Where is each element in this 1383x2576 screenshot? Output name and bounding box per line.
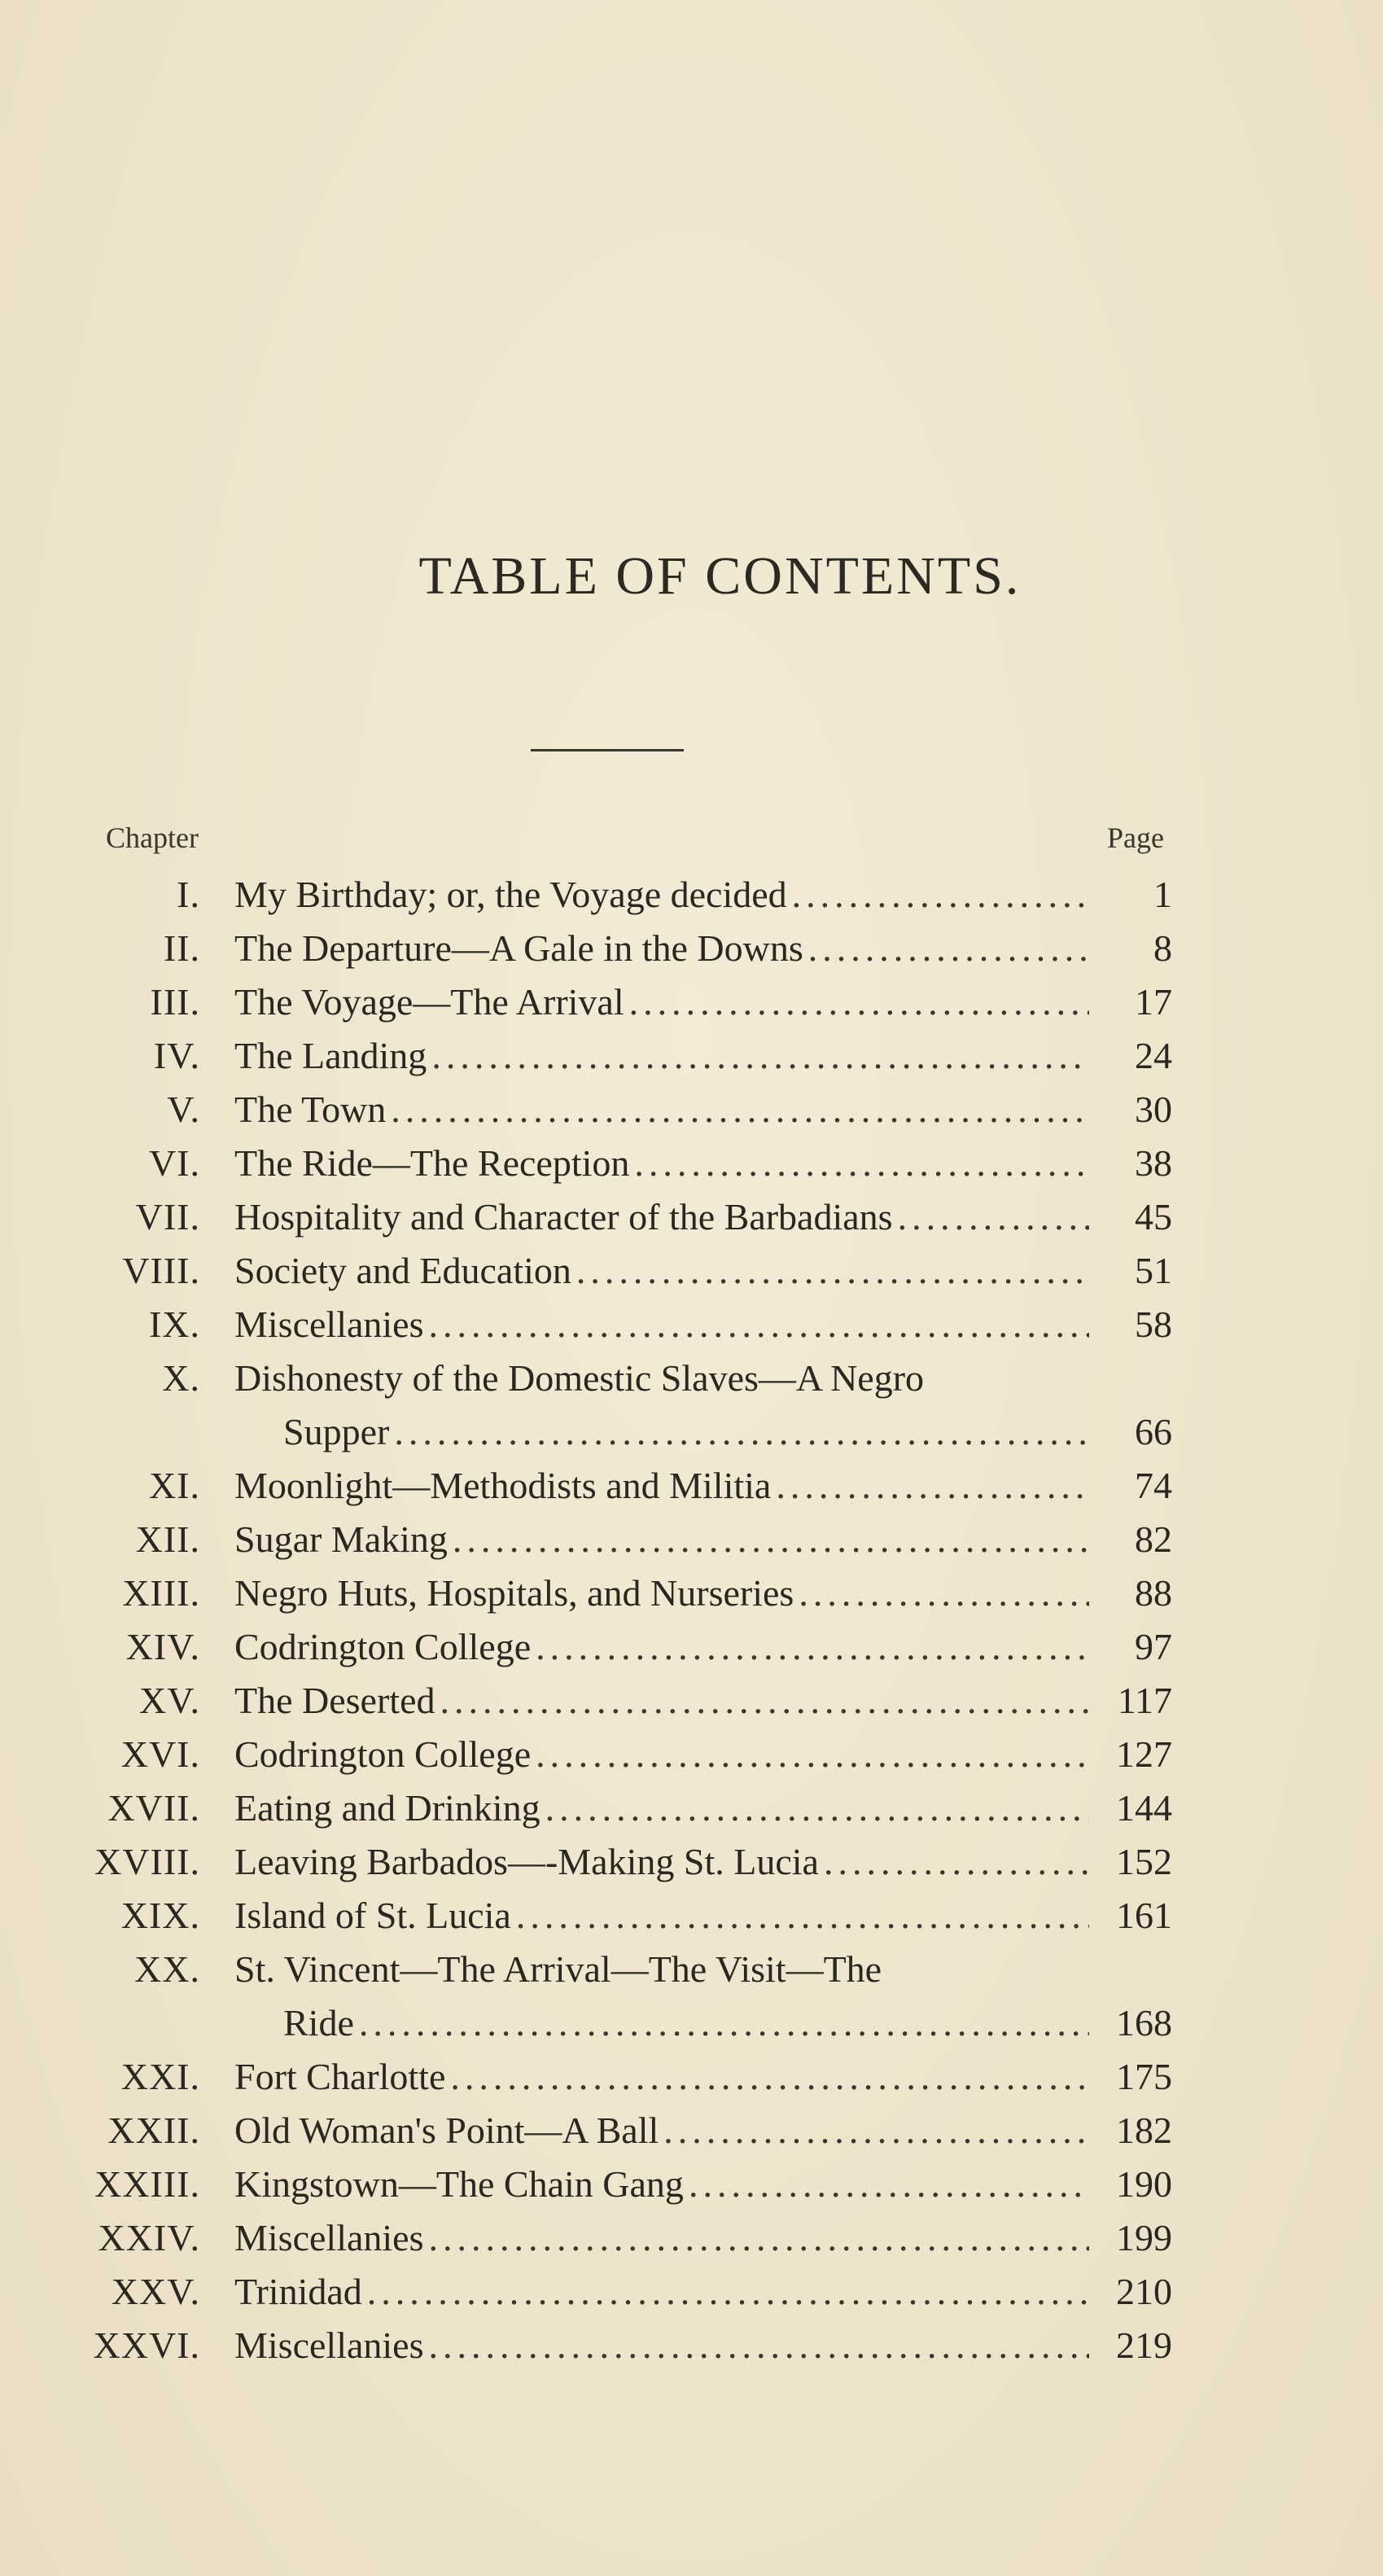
chapter-number: XXIII.: [94, 2163, 200, 2205]
dot-leader: [684, 2158, 1089, 2211]
page-number: 97: [1135, 1626, 1172, 1667]
toc-entry: [0, 1781, 1383, 1835]
toc-entry: [0, 1352, 1383, 1459]
toc-entry: [0, 1943, 1383, 2050]
chapter-title-continuation: Ride: [283, 2002, 354, 2044]
chapter-title: The Landing: [234, 1035, 427, 1076]
page-number: 17: [1135, 981, 1172, 1023]
dot-leader: [659, 2104, 1089, 2158]
page-number: 88: [1135, 1572, 1172, 1614]
toc-entry: [0, 1137, 1383, 1190]
chapter-title: The Town: [234, 1089, 387, 1130]
chapter-number: VI.: [148, 1142, 200, 1184]
page-number: 161: [1116, 1895, 1172, 1936]
dot-leader: [541, 1781, 1089, 1835]
chapter-title: Island of St. Lucia: [234, 1895, 511, 1936]
chapter-title: Trinidad: [234, 2271, 362, 2312]
chapter-title: Miscellanies: [234, 1303, 424, 1345]
page-number: 117: [1117, 1680, 1172, 1721]
chapter-number: XXII.: [107, 2109, 200, 2151]
toc-entry: [0, 1459, 1383, 1513]
chapter-title: Moonlight—Methodists and Militia: [234, 1465, 772, 1506]
dot-leader: [771, 1459, 1089, 1513]
chapter-title: The Ride—The Reception: [234, 1142, 630, 1184]
chapter-title: Sugar Making: [234, 1518, 448, 1560]
page-number: 1: [1153, 874, 1172, 915]
toc-entry: [0, 1190, 1383, 1244]
dot-leader: [531, 1620, 1089, 1674]
page-number: 66: [1135, 1411, 1172, 1452]
chapter-number: III.: [150, 981, 200, 1023]
toc-entry: [0, 1298, 1383, 1352]
toc-entry: [0, 2104, 1383, 2158]
page-number: 182: [1116, 2109, 1172, 2151]
dot-leader: [362, 2265, 1089, 2319]
page-number: 82: [1135, 1518, 1172, 1560]
dot-leader: [624, 975, 1089, 1029]
chapter-number: XII.: [135, 1518, 200, 1560]
toc-entry: [0, 1029, 1383, 1083]
chapter-title: Leaving Barbados—-Making St. Lucia: [234, 1841, 819, 1882]
dot-leader: [427, 1029, 1089, 1083]
toc-entry: [0, 1728, 1383, 1781]
page-number: 127: [1116, 1733, 1172, 1775]
dot-leader: [571, 1244, 1089, 1298]
page-number: 144: [1116, 1787, 1172, 1829]
chapter-number: X.: [162, 1357, 200, 1399]
chapter-title: Codrington College: [234, 1733, 532, 1775]
page-number: 45: [1135, 1196, 1172, 1238]
toc-entry: [0, 1083, 1383, 1137]
chapter-title: St. Vincent—The Arrival—The Visit—The: [234, 1948, 882, 1990]
dot-leader: [424, 2211, 1090, 2265]
toc-entry: [0, 2158, 1383, 2211]
chapter-number: XXV.: [111, 2271, 200, 2312]
chapter-number: XIV.: [125, 1626, 200, 1667]
page-column-label: Page: [1107, 821, 1164, 854]
dot-leader: [787, 868, 1089, 922]
chapter-number: XVI.: [120, 1733, 200, 1775]
page-title: TABLE OF CONTENTS.: [418, 546, 1022, 606]
dot-leader: [424, 2319, 1090, 2372]
chapter-title: Society and Education: [234, 1250, 571, 1291]
dot-leader: [511, 1889, 1089, 1943]
page-number: 30: [1135, 1089, 1172, 1130]
page-number: 74: [1135, 1465, 1172, 1506]
dot-leader: [424, 1298, 1090, 1352]
chapter-title: Dishonesty of the Domestic Slaves—A Negro: [234, 1357, 925, 1399]
chapter-number: XIII.: [122, 1572, 200, 1614]
chapter-number: XX.: [134, 1948, 200, 1990]
toc-entry: [0, 1835, 1383, 1889]
chapter-number: XXVI.: [93, 2324, 200, 2366]
page-number: 175: [1116, 2056, 1172, 2097]
chapter-title: Eating and Drinking: [234, 1787, 541, 1829]
chapter-number: IX.: [148, 1303, 200, 1345]
page-number: 38: [1135, 1142, 1172, 1184]
title-rule: [531, 749, 684, 751]
page-number: 51: [1135, 1250, 1172, 1291]
chapter-number: XVIII.: [94, 1841, 200, 1882]
page-number: 24: [1135, 1035, 1172, 1076]
toc-entry: [0, 868, 1383, 922]
chapter-title: Miscellanies: [234, 2324, 424, 2366]
chapter-number: XIX.: [120, 1895, 200, 1936]
dot-leader: [386, 1083, 1089, 1137]
chapter-title: Hospitality and Character of the Barbadians: [234, 1196, 893, 1238]
toc-entry: [0, 2211, 1383, 2265]
dot-leader: [893, 1190, 1089, 1244]
page-number: 152: [1116, 1841, 1172, 1882]
page-number: 8: [1153, 927, 1172, 969]
dot-leader: [794, 1566, 1089, 1620]
page-number: 199: [1116, 2217, 1172, 2258]
chapter-title: Kingstown—The Chain Gang: [234, 2163, 684, 2205]
page-number: 210: [1116, 2271, 1172, 2312]
chapter-number: II.: [163, 927, 200, 969]
toc-entry: [0, 1513, 1383, 1566]
dot-leader: [531, 1728, 1089, 1781]
toc-entry: [0, 1566, 1383, 1620]
chapter-number: IV.: [153, 1035, 200, 1076]
toc-entry: [0, 1620, 1383, 1674]
chapter-number: V.: [167, 1089, 200, 1130]
chapter-title: Negro Huts, Hospitals, and Nurseries: [234, 1572, 794, 1614]
chapter-number: XXIV.: [98, 2217, 200, 2258]
chapter-title: Old Woman's Point—A Ball: [234, 2109, 659, 2151]
chapter-title: Miscellanies: [234, 2217, 424, 2258]
chapter-title: Fort Charlotte: [234, 2056, 446, 2097]
chapter-number: XVII.: [107, 1787, 200, 1829]
chapter-title: My Birthday; or, the Voyage decided: [234, 874, 787, 915]
dot-leader: [819, 1835, 1089, 1889]
chapter-title: The Voyage—The Arrival: [234, 981, 624, 1023]
toc-list: [0, 868, 1383, 2372]
chapter-number: VII.: [135, 1196, 200, 1238]
chapter-number: XI.: [148, 1465, 200, 1506]
dot-leader: [803, 922, 1089, 975]
toc-entry: [0, 1674, 1383, 1728]
chapter-title: Codrington College: [234, 1626, 532, 1667]
chapter-column-label: Chapter: [106, 821, 199, 854]
page-number: 168: [1116, 2002, 1172, 2044]
chapter-number: I.: [177, 874, 200, 915]
chapter-number: XXI.: [120, 2056, 200, 2097]
page-number: 58: [1135, 1303, 1172, 1345]
page-number: 190: [1116, 2163, 1172, 2205]
chapter-title: The Deserted: [234, 1680, 435, 1721]
dot-leader: [389, 1405, 1089, 1459]
toc-entry: [0, 1889, 1383, 1943]
toc-entry: [0, 1244, 1383, 1298]
dot-leader: [354, 1996, 1089, 2050]
page-number: 219: [1116, 2324, 1172, 2366]
toc-entry: [0, 2265, 1383, 2319]
chapter-title-continuation: Supper: [283, 1411, 390, 1452]
chapter-number: VIII.: [122, 1250, 200, 1291]
chapter-title: The Departure—A Gale in the Downs: [234, 927, 803, 969]
toc-entry: [0, 2050, 1383, 2104]
toc-entry: [0, 2319, 1383, 2372]
dot-leader: [448, 1513, 1089, 1566]
dot-leader: [629, 1137, 1089, 1190]
toc-entry: [0, 922, 1383, 975]
dot-leader: [435, 1674, 1090, 1728]
toc-entry: [0, 975, 1383, 1029]
chapter-number: XV.: [138, 1680, 200, 1721]
dot-leader: [445, 2050, 1089, 2104]
